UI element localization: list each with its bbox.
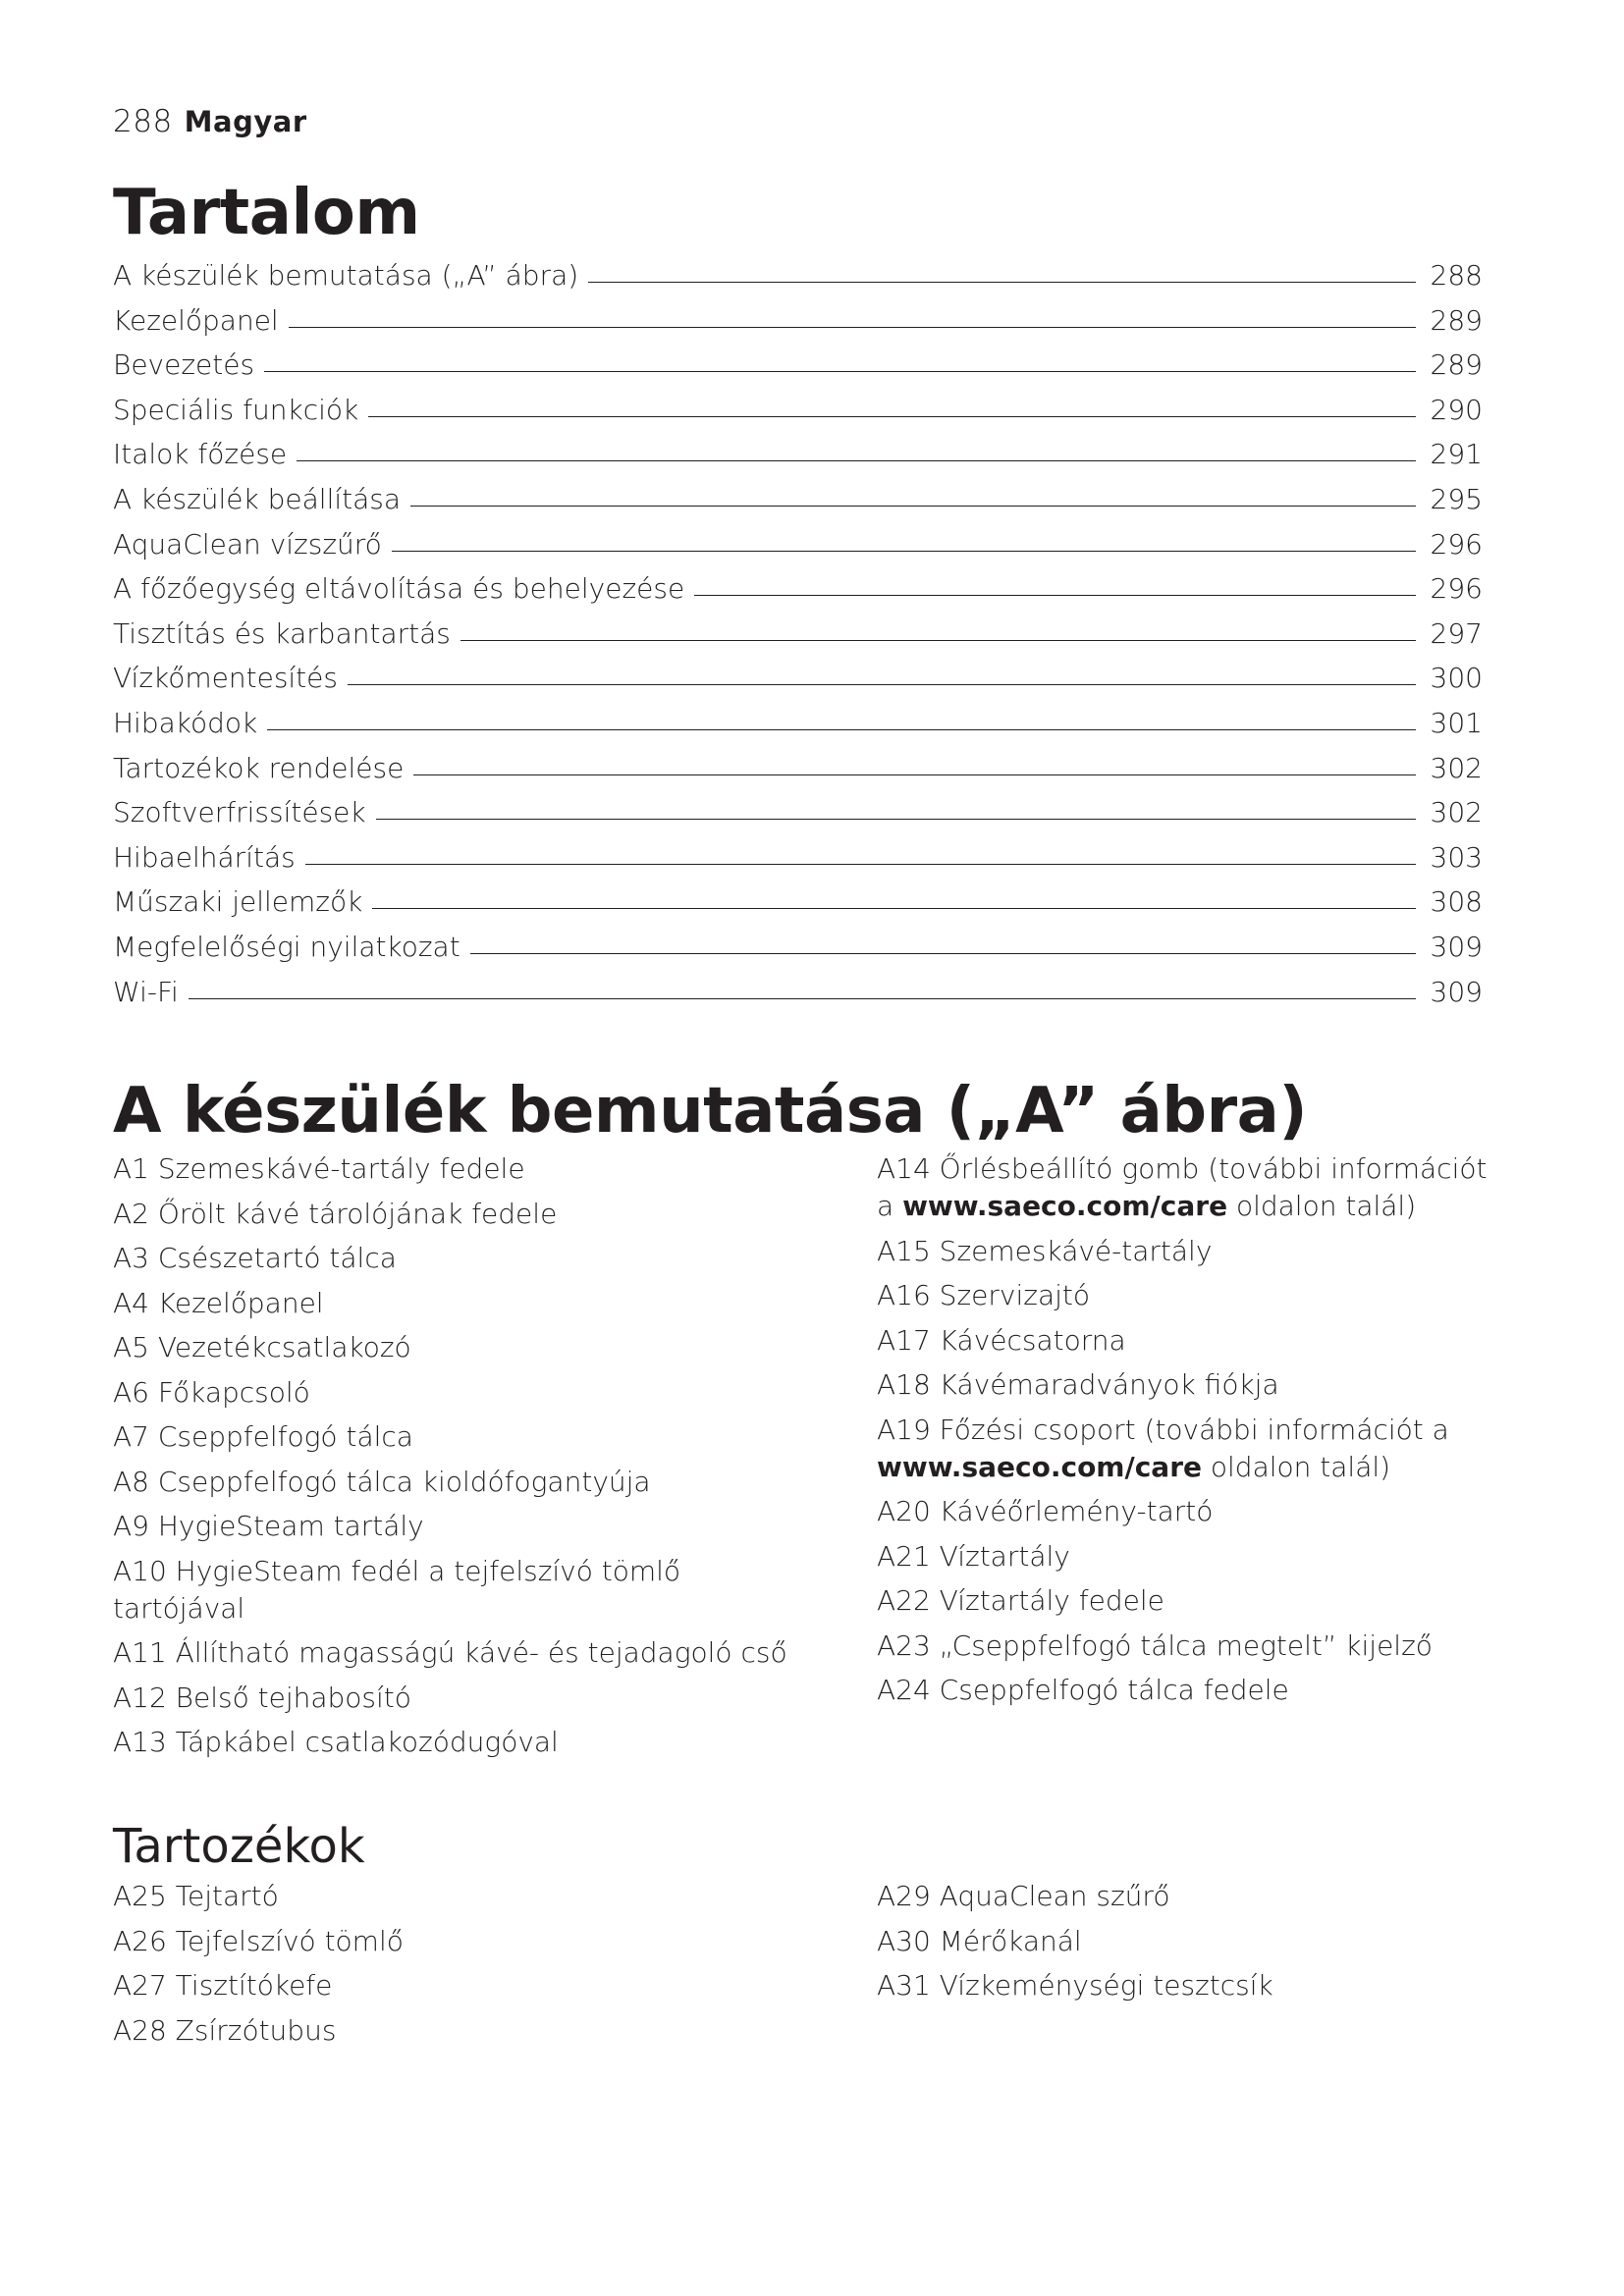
care-link[interactable]: www.saeco.com/care bbox=[877, 1450, 1202, 1483]
part-item: A2 Őrölt kávé tárolójának fedele bbox=[113, 1197, 558, 1230]
part-item: A21 Víztartály bbox=[877, 1539, 1070, 1573]
accessory-item: A26 Tejfelszívó tömlő bbox=[113, 1924, 404, 1957]
toc-entry-page: 296 bbox=[1430, 527, 1483, 561]
dot-leader bbox=[289, 327, 1416, 328]
running-head bbox=[113, 104, 307, 139]
toc-entry-page: 289 bbox=[1430, 348, 1483, 382]
toc-entry[interactable] bbox=[113, 880, 1483, 925]
part-text: A19 Főzési csoport (további információt a bbox=[877, 1413, 1449, 1446]
toc-entry[interactable] bbox=[113, 746, 1483, 791]
toc-entry-title: Hibaelhárítás bbox=[113, 840, 296, 874]
accessory-item: A29 AquaClean szűrő bbox=[877, 1880, 1170, 1912]
part-item: A17 Kávécsatorna bbox=[877, 1323, 1126, 1357]
dot-leader bbox=[305, 864, 1416, 865]
dot-leader bbox=[267, 729, 1416, 730]
part-item: A10 HygieSteam fedél a tejfelszívó tömlő tartójával bbox=[113, 1554, 681, 1625]
dot-leader bbox=[372, 908, 1416, 909]
toc-entry-page: 301 bbox=[1430, 706, 1483, 739]
part-item: A18 Kávémaradványok fiókja bbox=[877, 1368, 1279, 1401]
toc-entry-page: 290 bbox=[1430, 393, 1483, 426]
toc-entry[interactable] bbox=[113, 656, 1483, 701]
dot-leader bbox=[376, 819, 1416, 820]
toc-entry[interactable] bbox=[113, 432, 1483, 477]
toc-entry-page: 288 bbox=[1430, 259, 1483, 292]
dot-leader bbox=[189, 998, 1416, 999]
toc-entry-title: A készülék beállítása bbox=[113, 482, 402, 515]
toc-entry-title: Bevezetés bbox=[113, 348, 255, 382]
toc-entry-title: Speciális funkciók bbox=[113, 393, 359, 426]
toc-entry-page: 302 bbox=[1430, 796, 1483, 829]
toc-entry[interactable] bbox=[113, 298, 1483, 344]
toc-entry-title: AquaClean vízszűrő bbox=[113, 527, 382, 561]
table-of-contents bbox=[113, 253, 1483, 1014]
toc-entry-title: Tisztítás és karbantartás bbox=[113, 616, 451, 650]
part-item: A20 Kávéőrlemény-tartó bbox=[877, 1495, 1214, 1527]
toc-entry-page: 308 bbox=[1430, 885, 1483, 919]
toc-entry-page: 297 bbox=[1430, 616, 1483, 650]
part-item: A13 Tápkábel csatlakozódugóval bbox=[113, 1726, 559, 1758]
part-item: A1 Szemeskávé-tartály fedele bbox=[113, 1152, 525, 1185]
accessory-item: A30 Mérőkanál bbox=[877, 1924, 1082, 1957]
dot-leader bbox=[410, 506, 1416, 507]
part-item: A3 Csészetartó tálca bbox=[113, 1242, 397, 1274]
toc-entry-title: Megfelelőségi nyilatkozat bbox=[113, 930, 460, 963]
accessory-item: A31 Vízkeménységi tesztcsík bbox=[877, 1969, 1273, 2002]
care-link[interactable]: www.saeco.com/care bbox=[902, 1190, 1228, 1222]
dot-leader bbox=[588, 282, 1416, 283]
toc-entry[interactable] bbox=[113, 970, 1483, 1015]
accessories-list-left bbox=[113, 1878, 820, 2056]
accessories-list-right bbox=[877, 1878, 1495, 2012]
dot-leader bbox=[264, 371, 1416, 372]
toc-heading: Tartalom bbox=[113, 177, 420, 249]
toc-entry[interactable] bbox=[113, 253, 1483, 298]
accessory-item: A27 Tisztítókefe bbox=[113, 1969, 333, 2002]
toc-entry-title: Kezelőpanel bbox=[113, 303, 279, 337]
toc-entry-title: Vízkőmentesítés bbox=[113, 662, 338, 695]
toc-entry-title: Wi-Fi bbox=[113, 975, 179, 1008]
part-item: A5 Vezetékcsatlakozó bbox=[113, 1331, 411, 1363]
toc-entry[interactable] bbox=[113, 343, 1483, 388]
part-item: A12 Belső tejhabosító bbox=[113, 1681, 411, 1714]
toc-entry-title: Italok főzése bbox=[113, 438, 288, 471]
part-item: A6 Főkapcsoló bbox=[113, 1375, 310, 1409]
toc-entry-page: 296 bbox=[1430, 572, 1483, 606]
dot-leader bbox=[413, 774, 1416, 775]
toc-entry-title: Szoftverfrissítések bbox=[113, 796, 366, 829]
toc-entry[interactable] bbox=[113, 925, 1483, 970]
part-text: A14 Őrlésbeállító gomb (további információt a bbox=[877, 1152, 1488, 1222]
part-item: A23 „Cseppfelfogó tálca megtelt” kijelző bbox=[877, 1629, 1433, 1662]
part-item bbox=[877, 1150, 1495, 1225]
toc-entry[interactable] bbox=[113, 835, 1483, 881]
toc-entry[interactable] bbox=[113, 790, 1483, 835]
toc-entry-title: A főzőegység eltávolítása és behelyezése bbox=[113, 572, 685, 606]
toc-entry-page: 309 bbox=[1430, 975, 1483, 1008]
toc-entry-page: 309 bbox=[1430, 930, 1483, 963]
accessory-item: A28 Zsírzótubus bbox=[113, 2013, 337, 2047]
dot-leader bbox=[694, 595, 1416, 596]
part-item: A7 Cseppfelfogó tálca bbox=[113, 1420, 413, 1453]
toc-entry-page: 302 bbox=[1430, 751, 1483, 784]
accessory-item: A25 Tejtartó bbox=[113, 1880, 279, 1912]
toc-entry-title: Tartozékok rendelése bbox=[113, 751, 405, 784]
toc-entry-page: 300 bbox=[1430, 662, 1483, 695]
dot-leader bbox=[348, 684, 1416, 685]
toc-entry[interactable] bbox=[113, 388, 1483, 433]
parts-list-left bbox=[113, 1150, 820, 1769]
part-item: A9 HygieSteam tartály bbox=[113, 1510, 424, 1542]
part-item: A4 Kezelőpanel bbox=[113, 1286, 324, 1319]
part-item bbox=[877, 1412, 1495, 1486]
toc-entry-page: 303 bbox=[1430, 840, 1483, 874]
part-item: A16 Szervizajtó bbox=[877, 1279, 1090, 1311]
part-text: oldalon talál) bbox=[1202, 1450, 1391, 1483]
toc-entry[interactable] bbox=[113, 612, 1483, 657]
toc-entry[interactable] bbox=[113, 566, 1483, 612]
part-item: A11 Állítható magasságú kávé- és tejadagoló cső bbox=[113, 1636, 787, 1669]
language-label: Magyar bbox=[184, 105, 307, 138]
toc-entry-title: Hibakódok bbox=[113, 706, 258, 739]
dot-leader bbox=[368, 416, 1416, 417]
toc-entry-title: A készülék bemutatása („A” ábra) bbox=[113, 259, 579, 292]
toc-entry-page: 289 bbox=[1430, 303, 1483, 337]
toc-entry[interactable] bbox=[113, 701, 1483, 746]
toc-entry-title: Műszaki jellemzők bbox=[113, 885, 363, 919]
dot-leader bbox=[297, 460, 1416, 461]
toc-entry-page: 295 bbox=[1430, 482, 1483, 515]
dot-leader bbox=[460, 640, 1416, 641]
dot-leader bbox=[392, 551, 1416, 552]
toc-entry[interactable] bbox=[113, 477, 1483, 522]
toc-entry[interactable] bbox=[113, 522, 1483, 567]
parts-list-right bbox=[877, 1150, 1495, 1717]
part-item: A8 Cseppfelfogó tálca kioldófogantyúja bbox=[113, 1465, 651, 1498]
toc-entry-page: 291 bbox=[1430, 438, 1483, 471]
accessories-heading: Tartozékok bbox=[113, 1819, 365, 1874]
part-item: A22 Víztartály fedele bbox=[877, 1584, 1164, 1617]
overview-heading: A készülék bemutatása („A” ábra) bbox=[113, 1075, 1308, 1148]
part-text: oldalon talál) bbox=[1227, 1190, 1417, 1222]
page-number: 288 bbox=[113, 104, 173, 139]
dot-leader bbox=[470, 953, 1416, 954]
part-item: A15 Szemeskávé-tartály bbox=[877, 1234, 1213, 1267]
part-item: A24 Cseppfelfogó tálca fedele bbox=[877, 1674, 1289, 1706]
